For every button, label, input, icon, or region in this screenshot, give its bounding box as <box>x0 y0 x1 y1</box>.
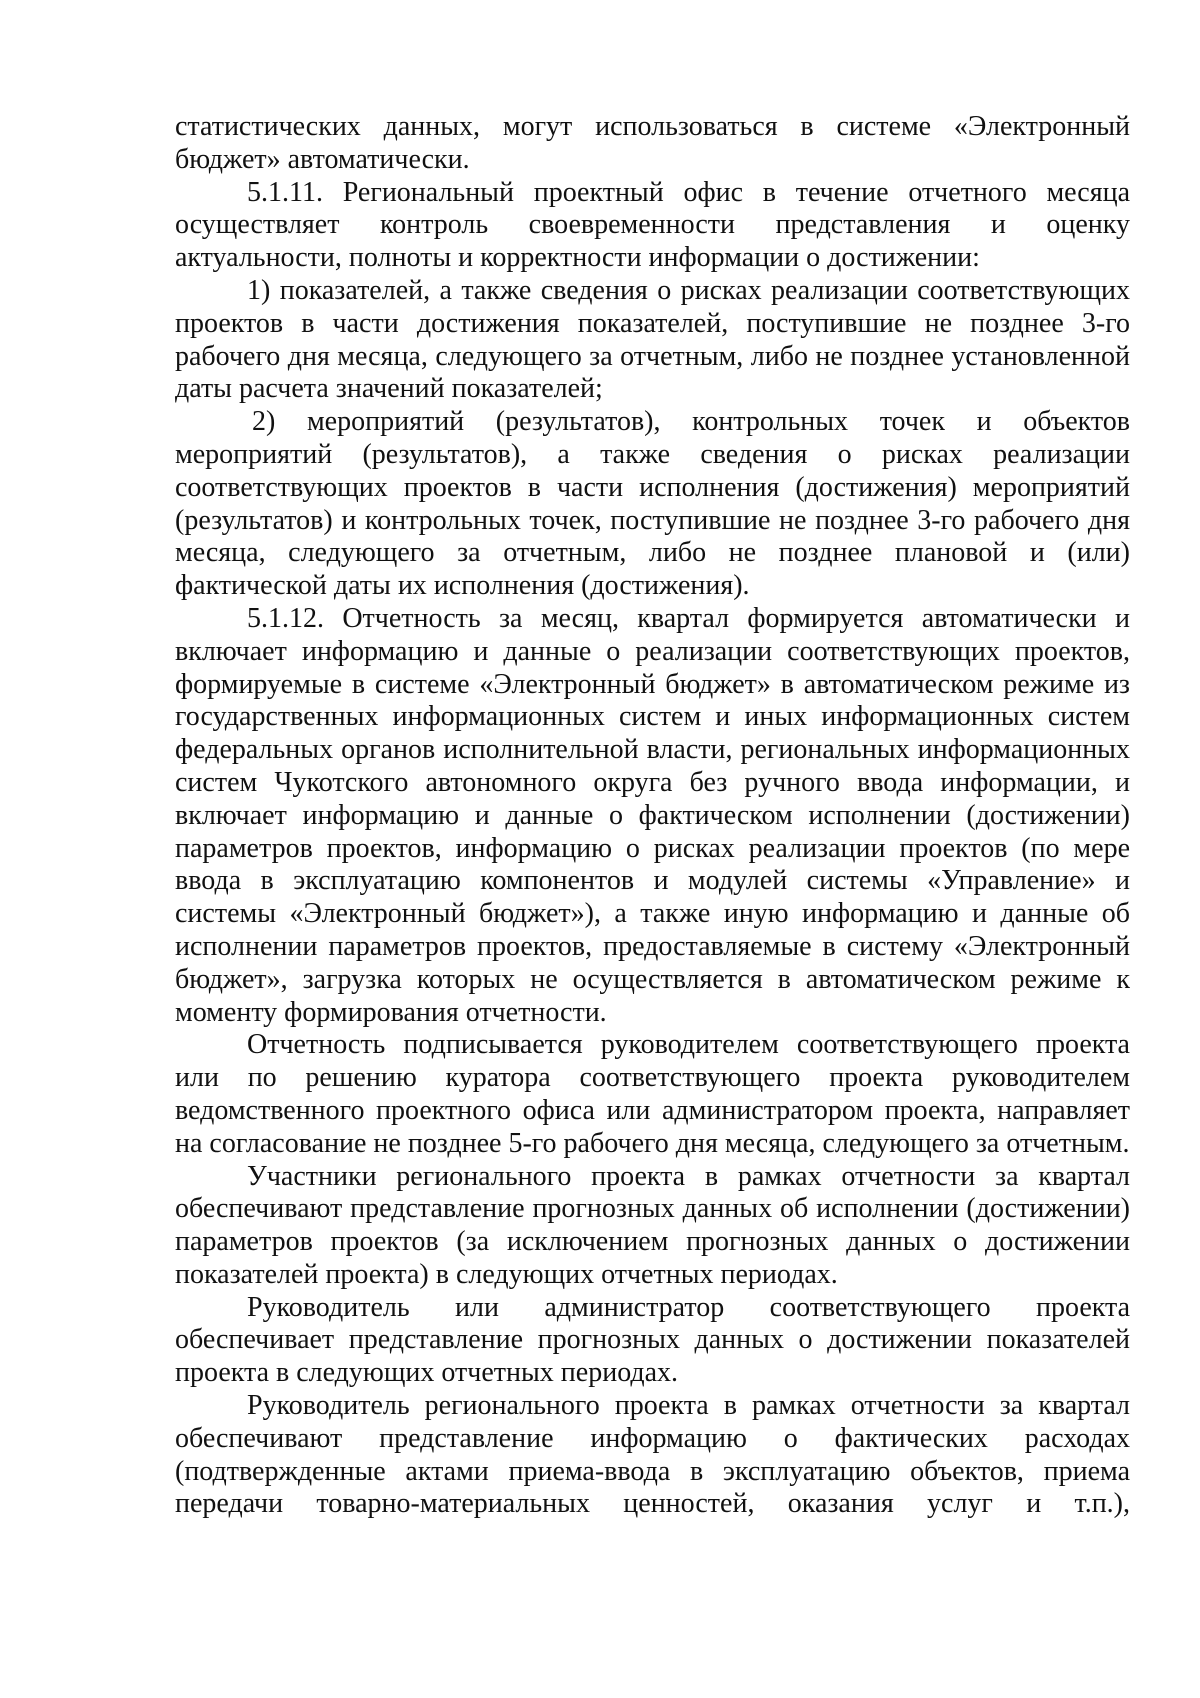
paragraph-report-signing: Отчетность подписывается руководителем соответствующего проекта или по решению куратора соответствующего проекта руководителем ведомственного проектного офиса или администратором проекта, направляет на согласование не позднее 5-го рабочего дня месяца, следующего за отчетным. <box>175 1029 1130 1159</box>
paragraph-5-1-12: 5.1.12. Отчетность за месяц, квартал формируется автоматически и включает информацию и данные о реализации соответствующих проектов, формируемые в системе «Электронный бюджет» в автоматическом режиме из государственных информационных систем и иных информационных систем федеральных органов исполнительной власти, региональных информационных систем Чукотского автономного округа без ручного ввода информации, и включает информацию и данные о фактическом исполнении (достижении) параметров проектов, информацию о рисках реализации проектов (по мере ввода в эксплуатацию компонентов и модулей системы «Управление» и системы «Электронный бюджет»), а также иную информацию и данные об исполнении параметров проектов, предоставляемые в систему «Электронный бюджет», загрузка которых не осуществляется в автоматическом режиме к моменту формирования отчетности. <box>175 602 1130 1028</box>
paragraph-continuation: статистических данных, могут использоваться в системе «Электронный бюджет» автоматически. <box>175 111 1130 175</box>
paragraph-item-2-activities: 2) мероприятий (результатов), контрольных точек и объектов мероприятий (результатов), а также сведения о рисках реализации соответствующих проектов в части исполнения (достижения) мероприятий (результатов) и контрольных точек, поступившие не позднее 3-го рабочего дня месяца, следующего за отчетным, либо не позднее плановой и (или) фактической даты их исполнения (достижения). <box>175 406 1130 602</box>
paragraph-item-1-indicators: 1) показателей, а также сведения о рисках реализации соответствующих проектов в части достижения показателей, поступившие не позднее 3-го рабочего дня месяца, следующего за отчетным, либо не позднее установленной даты расчета значений показателей; <box>175 274 1130 405</box>
paragraph-head-forecast: Руководитель или администратор соответствующего проекта обеспечивает представление прогнозных данных о достижении показателей проекта в следующих отчетных периодах. <box>175 1291 1130 1389</box>
paragraph-5-1-11: 5.1.11. Региональный проектный офис в течение отчетного месяца осуществляет контроль своевременности представления и оценку актуальности, полноты и корректности информации о достижении: <box>175 176 1130 274</box>
document-body <box>175 111 1130 1521</box>
paragraph-actual-expenses: Руководитель регионального проекта в рамках отчетности за квартал обеспечивают представление информацию о фактических расходах (подтвержденные актами приема-ввода в эксплуатацию объектов, приема передачи товарно-материальных ценностей, оказания услуг и т.п.), <box>175 1390 1130 1520</box>
paragraph-participants-forecast: Участники регионального проекта в рамках отчетности за квартал обеспечивают представление прогнозных данных об исполнении (достижении) параметров проектов (за исключением прогнозных данных о достижении показателей проекта) в следующих отчетных периодах. <box>175 1160 1130 1290</box>
